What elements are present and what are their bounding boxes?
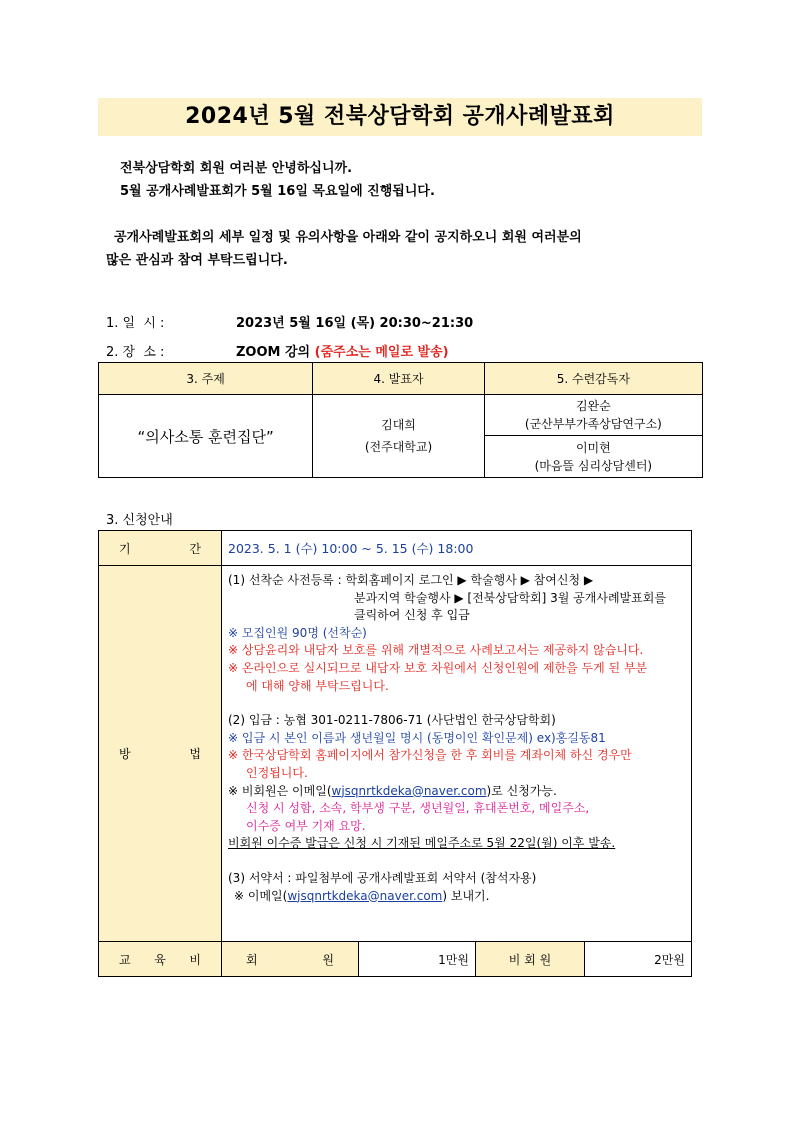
- presenter-cell: [313, 395, 484, 478]
- header-topic: 3. 주제: [99, 363, 313, 395]
- page-title: 2024년 5월 전북상담학회 공개사례발표회: [98, 98, 702, 136]
- period-label-a: 기: [119, 541, 131, 556]
- place-label: 2. 장 소 :: [106, 345, 165, 360]
- intro-line-3: 공개사례발표회의 세부 일정 및 유의사항을 아래와 같이 공지하오니 회원 여러분의: [114, 230, 582, 245]
- supervisor-2-name: 이미현: [575, 440, 611, 455]
- topic-cell: “의사소통 훈련집단”: [99, 395, 313, 478]
- supervisor-2-affiliation: (마음뜰 심리상담센터): [534, 458, 653, 473]
- m2-line1: (2) 입금 : 농협 301-0211-7806-71 (사단법인 한국상담학회): [228, 713, 556, 728]
- email-link-1[interactable]: wjsqnrtkdeka@naver.com: [331, 783, 487, 798]
- supervisor-1-affiliation: (군산부부가족상담연구소): [524, 417, 662, 431]
- m1-line3: 클릭하여 신청 후 입금: [354, 608, 470, 623]
- supervisor-cell-2: [484, 436, 702, 478]
- header-supervisor: 5. 수련감독자: [484, 363, 702, 395]
- intro-line-2: 5월 공개사례발표회가 5월 16일 목요일에 진행됩니다.: [120, 184, 435, 199]
- place-value: [236, 341, 449, 360]
- m1-note3b: 에 대해 양해 부탁드립니다.: [246, 678, 389, 693]
- m2-note3: ※ 비회원은 이메일(wjsqnrtkdeka@naver.com)로 신청가능.: [228, 783, 557, 798]
- m2-note2b: 인정됩니다.: [246, 765, 308, 780]
- m2-note4b: 이수증 여부 기재 요망.: [246, 818, 366, 833]
- period-label-b: 간: [189, 541, 201, 556]
- method-label-a: 방: [119, 747, 131, 761]
- fee-label-cell: 교 육 비: [99, 942, 222, 977]
- m2-note2a: ※ 한국상담학회 홈페이지에서 참가신청을 한 후 회비를 계좌이체 하신 경우만: [228, 748, 632, 763]
- m1-note2: ※ 상담윤리와 내담자 보호를 위해 개별적으로 사례보고서는 제공하지 않습니다.: [228, 643, 644, 658]
- place-note: (줌주소는 메일로 발송): [314, 345, 449, 360]
- method-content: [222, 566, 692, 942]
- m2-note5: 비회원 이수증 발급은 신청 시 기재된 메일주소로 5월 22일(월) 이후 발송.: [228, 836, 616, 851]
- m3-note: ※ 이메일(wjsqnrtkdeka@naver.com) 보내기.: [234, 888, 490, 903]
- m1-note3a: ※ 온라인으로 실시되므로 내담자 보호 차원에서 신청인원에 제한을 두게 된 부분: [228, 660, 648, 675]
- member-label-cell: 회 원: [222, 942, 359, 977]
- header-presenter: 4. 발표자: [313, 363, 484, 395]
- member-fee: 1만원: [359, 942, 476, 977]
- method-label-cell: [99, 566, 222, 942]
- intro-line-1: 전북상담학회 회원 여러분 안녕하십니까.: [120, 161, 353, 176]
- presenter-name: 김대희: [381, 418, 416, 432]
- m2-note1: ※ 입금 시 본인 이름과 생년월일 명시 (동명이인 확인문제) ex)홍길동81: [228, 730, 606, 745]
- presentation-table: [98, 362, 703, 478]
- section-title: 3. 신청안내: [106, 513, 173, 528]
- nonmember-label: 비 회 원: [476, 942, 585, 977]
- email-link-2[interactable]: wjsqnrtkdeka@naver.com: [287, 888, 443, 903]
- m3-line1: (3) 서약서 : 파일첨부에 공개사례발표회 서약서 (참석자용): [228, 870, 537, 885]
- m2-note4a: 신청 시 성함, 소속, 학부생 구분, 생년월일, 휴대폰번호, 메일주소,: [246, 801, 590, 816]
- presenter-affiliation: (전주대학교): [364, 440, 433, 454]
- period-label-cell: [99, 531, 222, 566]
- date-label: 1. 일 시 :: [106, 316, 165, 331]
- m1-line1: (1) 선착순 사전등록 : 학회홈페이지 로그인 ▶ 학술행사 ▶ 참여신청 ▶: [228, 573, 594, 587]
- application-table: [98, 530, 692, 977]
- supervisor-cell-1: [484, 395, 702, 436]
- place-text: ZOOM 강의: [236, 345, 311, 360]
- method-label-b: 법: [189, 747, 201, 761]
- m1-line2: 분과지역 학술행사 ▶ [전북상담학회] 3월 공개사례발표회를: [354, 590, 666, 605]
- supervisor-1-name: 김완순: [575, 399, 611, 413]
- intro-line-4: 많은 관심과 참여 부탁드립니다.: [106, 253, 288, 268]
- m1-note1: ※ 모집인원 90명 (선착순): [228, 625, 367, 640]
- date-value: 2023년 5월 16일 (목) 20:30~21:30: [236, 316, 474, 331]
- nonmember-fee: 2만원: [585, 942, 692, 977]
- period-value: 2023. 5. 1 (수) 10:00 ~ 5. 15 (수) 18:00: [222, 531, 692, 566]
